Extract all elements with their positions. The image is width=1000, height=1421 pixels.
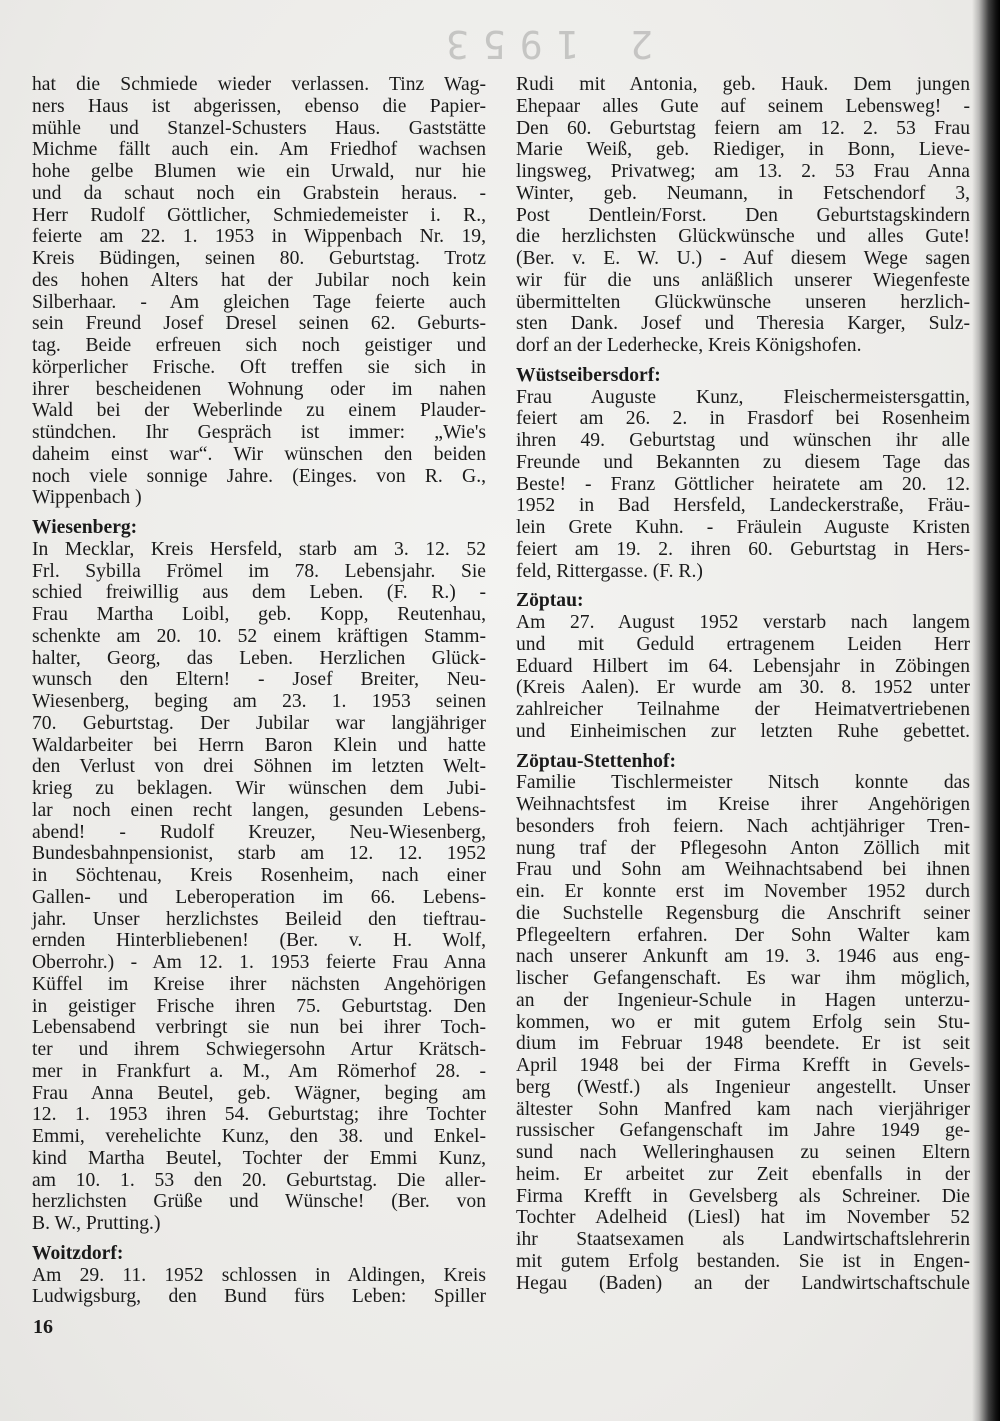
text-line: Am 29. 11. 1952 schlossen in Aldingen, Kreis xyxy=(32,1264,486,1286)
section-heading: Wüstseibersdorf: xyxy=(516,364,661,386)
text-line: mer in Frankfurt a. M., Am Römerhof 28. - xyxy=(32,1060,486,1082)
text-line: sund nach Welleringhausen zu seinen Eltern xyxy=(516,1142,970,1163)
text-line: und da schaut noch ein Grabstein heraus. - xyxy=(32,182,486,204)
text-line: Weihnachtsfest im Kreise ihrer Angehörigen xyxy=(516,794,970,815)
text-line: in Söchtenau, Kreis Rosenheim, nach einer xyxy=(32,865,486,886)
text-line: noch viele sonnige Jahre. (Einges. von R. G., xyxy=(32,465,486,487)
text-line: stündchen. Ihr Gespräch ist immer: „Wie's xyxy=(32,422,486,443)
text-line: am 10. 1. 53 den 20. Geburtstag. Die aller- xyxy=(32,1169,486,1191)
text-line: in geistiger Frische ihren 75. Geburtstag. Den xyxy=(32,995,486,1017)
text-line: ernden Hinterbliebenen! (Ber. v. H. Wolf, xyxy=(32,930,486,952)
text-line: Tochter Adelheid (Liesl) hat im November 52 xyxy=(516,1207,970,1229)
text-line: lischer Gefangenschaft. Es war ihm möglich, xyxy=(516,968,970,989)
text-line: Ludwigsburg, den Bund fürs Leben: Spiller xyxy=(32,1286,486,1308)
text-line: Marie Weiß, geb. Riediger, in Bonn, Lieve- xyxy=(516,139,970,161)
text-line: ihr Staatsexamen als Landwirtschaftslehrerin xyxy=(516,1229,970,1250)
text-line: an der Ingenieur-Schule in Hagen unterzu- xyxy=(516,989,970,1011)
text-line: feld, Rittergasse. (F. R.) xyxy=(516,560,703,582)
book-spine-shadow xyxy=(972,0,1000,1421)
text-line: Winter, geb. Neumann, in Fetschendorf 3, xyxy=(516,182,970,204)
text-line: und mit Geduld ertragenem Leiden Herr xyxy=(516,633,970,655)
text-line: kommen, wo er mit gutem Erfolg sein Stu- xyxy=(516,1011,970,1033)
text-line: 70. Geburtstag. Der Jubilar war langjähriger xyxy=(32,712,486,734)
text-line: lingsweg, Privatweg; am 13. 2. 53 Frau Anna xyxy=(516,161,970,182)
text-line: Silberhaar. - Am gleichen Tage feierte auch xyxy=(32,291,486,313)
text-line: Firma Krefft in Gevelsberg als Schreiner. Die xyxy=(516,1185,970,1207)
text-line: Wald bei der Weberlinde zu einem Plauder- xyxy=(32,400,486,422)
text-line: ein. Er konnte erst im November 1952 durch xyxy=(516,881,970,902)
text-line: mit gutem Erfolg bestanden. Sie ist in Engen- xyxy=(516,1250,970,1272)
text-line: ners Haus ist abgerissen, ebenso die Papier- xyxy=(32,95,486,117)
text-line: Familie Tischlermeister Nitsch konnte das xyxy=(516,772,970,794)
text-line: kind Martha Beutel, Tochter der Emmi Kunz, xyxy=(32,1147,486,1169)
text-line: den Verlust von drei Söhnen im letzten Welt- xyxy=(32,756,486,778)
text-line: schied freiwillig aus dem Leben. (F. R.) - xyxy=(32,582,486,604)
text-line: wir für die uns anläßlich unserer Wiegenfeste xyxy=(516,269,970,291)
text-line: 12. 1. 1953 ihren 54. Geburtstag; ihre Tochter xyxy=(32,1104,486,1126)
text-line: Ehepaar alles Gute auf seinem Lebensweg! - xyxy=(516,95,970,117)
text-line: Post Dentlein/Forst. Den Geburtstagskindern xyxy=(516,204,970,226)
page-number: 16 xyxy=(33,1316,53,1338)
text-line: daheim einst war“. Wir wünschen den beiden xyxy=(32,443,486,465)
text-line: Wiesenberg, beging am 23. 1. 1953 seinen xyxy=(32,691,486,712)
text-line: ihrer bescheidenen Wohnung oder im nahen xyxy=(32,378,486,400)
text-line: Herr Rudolf Göttlicher, Schmiedemeister i. R., xyxy=(32,204,486,226)
text-line: Den 60. Geburtstag feiern am 12. 2. 53 Frau xyxy=(516,117,970,139)
text-line: dium im Februar 1948 beendete. Er ist seit xyxy=(516,1033,970,1055)
text-line: und Einheimischen zur letzten Ruhe gebettet. xyxy=(516,720,970,742)
text-line: Frau und Sohn am Weihnachtsabend bei ihnen xyxy=(516,859,970,881)
section-heading: Zöptau: xyxy=(516,590,584,612)
text-line: 1952 in Bad Hersfeld, Landeckerstraße, Fräu- xyxy=(516,495,970,517)
text-line: Gallen- und Leberoperation im 66. Lebens- xyxy=(32,886,486,908)
text-line: nach unserer Ankunft am 19. 3. 1946 aus eng- xyxy=(516,946,970,968)
text-line: lar noch einen recht langen, gesunden Lebens- xyxy=(32,799,486,821)
text-line: lein Grete Kuhn. - Fräulein Auguste Kristen xyxy=(516,517,970,538)
text-line: ihren 49. Geburtstag und wünschen ihr alle xyxy=(516,430,970,451)
text-line: sten Dank. Josef und Theresia Karger, Sulz- xyxy=(516,313,970,335)
text-line: abend! - Rudolf Kreuzer, Neu-Wiesenberg, xyxy=(32,821,486,843)
text-line: Lebensabend verbringt sie nun bei ihrer Toch- xyxy=(32,1017,486,1039)
text-line: feiert am 26. 2. in Frasdorf bei Rosenheim xyxy=(516,408,970,430)
text-line: Emmi, verehelichte Kunz, den 38. und Enkel- xyxy=(32,1126,486,1147)
text-line: feierte am 22. 1. 1953 in Wippenbach Nr. 19, xyxy=(32,226,486,248)
text-line: (Kreis Aalen). Er wurde am 30. 8. 1952 unter xyxy=(516,677,970,699)
text-line: (Ber. v. E. W. U.) - Auf diesem Wege sagen xyxy=(516,248,970,269)
text-line: übermittelten Glückwünsche unseren herzlich- xyxy=(516,291,970,313)
text-line: Bundesbahnpensionist, starb am 12. 12. 1952 xyxy=(32,843,486,865)
text-line: Pflegeeltern erfahren. Der Sohn Walter kam xyxy=(516,924,970,946)
text-line: heim. Er arbeitet zur Zeit ebenfalls in der xyxy=(516,1163,970,1185)
text-line: Frau Anna Beutel, geb. Wägner, beging am xyxy=(32,1082,486,1104)
text-line: Am 27. August 1952 verstarb nach langem xyxy=(516,612,970,633)
text-line: wunsch den Eltern! - Josef Breiter, Neu- xyxy=(32,669,486,691)
text-line: die Suchstelle Regensburg die Anschrift seiner xyxy=(516,902,970,924)
text-line: zahlreicher Teilnahme der Heimatvertriebenen xyxy=(516,699,970,720)
text-line: Frau Auguste Kunz, Fleischermeistersgattin, xyxy=(516,386,970,408)
text-line: Frl. Sybilla Frömel im 78. Lebensjahr. Sie xyxy=(32,560,486,582)
text-line: Beste! - Franz Göttlicher heiratete am 20. 12. xyxy=(516,473,970,495)
text-line: Frau Martha Loibl, geb. Kopp, Reutenhau, xyxy=(32,604,486,625)
text-line: April 1948 bei der Firma Krefft in Gevels- xyxy=(516,1055,970,1076)
text-line: Eduard Hilbert im 64. Lebensjahr in Zöbingen xyxy=(516,655,970,677)
text-line: die herzlichsten Glückwünsche und alles Gute! xyxy=(516,226,970,248)
section-heading: Wiesenberg: xyxy=(32,517,138,538)
text-line: berg (Westf.) als Ingenieur angestellt. Unser xyxy=(516,1076,970,1098)
text-line: halter, Georg, das Leben. Herzlichen Glück- xyxy=(32,647,486,669)
text-line: feiert am 19. 2. ihren 60. Geburtstag in Hers- xyxy=(516,538,970,560)
text-line: besonders froh feiern. Nach achtjähriger Tren- xyxy=(516,815,970,837)
text-line: hat die Schmiede wieder verlassen. Tinz Wag- xyxy=(32,74,486,95)
section-heading: Woitzdorf: xyxy=(32,1242,124,1264)
text-line: Küffel im Kreise ihrer nächsten Angehörigen xyxy=(32,973,486,995)
text-line: Hegau (Baden) an der Landwirtschaftschule xyxy=(516,1272,970,1294)
text-line: mühle und Stanzel-Schusters Haus. Gaststätte xyxy=(32,117,486,139)
text-line: jahr. Unser herzlichstes Beileid den tieftrau- xyxy=(32,908,486,930)
text-line: Oberrohr.) - Am 12. 1. 1953 feierte Frau Anna xyxy=(32,952,486,973)
text-line: herzlichsten Grüße und Wünsche! (Ber. von xyxy=(32,1191,486,1213)
text-line: krieg zu beklagen. Wir wünschen dem Jubi- xyxy=(32,778,486,799)
text-line: Michme fällt auch ein. Am Friedhof wachsen xyxy=(32,139,486,161)
section-heading: Zöptau-Stettenhof: xyxy=(516,750,677,772)
pencil-stamp: 2 1953 xyxy=(432,22,654,66)
text-line: Freunde und Bekannten zu diesem Tage das xyxy=(516,451,970,473)
text-line: ältester Sohn Manfred kam nach vierjähriger xyxy=(516,1098,970,1120)
text-line: Kreis Büdingen, seinen 80. Geburtstag. Trotz xyxy=(32,248,486,269)
text-line: B. W., Prutting.) xyxy=(32,1213,161,1234)
text-line: Waldarbeiter bei Herrn Baron Klein und hatte xyxy=(32,734,486,756)
text-line: dorf an der Lederhecke, Kreis Königshofen. xyxy=(516,335,862,356)
text-line: ter und ihrem Schwiegersohn Artur Krätsch- xyxy=(32,1039,486,1060)
text-line: sein Freund Josef Dresel seinen 62. Geburts- xyxy=(32,313,486,335)
text-line: schenkte am 20. 10. 52 einem kräftigen Stamm- xyxy=(32,625,486,647)
text-line: tag. Beide erfreuen sich noch geistiger und xyxy=(32,335,486,356)
left-text-column xyxy=(32,74,486,1308)
right-text-column xyxy=(516,74,970,1294)
text-line: hohe gelbe Blumen wie ein Urwald, nur hie xyxy=(32,161,486,182)
text-line: des hohen Alters hat der Jubilar noch kein xyxy=(32,269,486,291)
text-line: körperlicher Frische. Oft treffen sie sich in xyxy=(32,356,486,378)
text-line: nung traf der Pflegesohn Anton Zöllich mit xyxy=(516,837,970,859)
text-line: russischer Gefangenschaft im Jahre 1949 ge- xyxy=(516,1120,970,1142)
text-line: Wippenbach ) xyxy=(32,487,142,509)
text-line: In Mecklar, Kreis Hersfeld, starb am 3. 12. 52 xyxy=(32,538,486,560)
text-line: Rudi mit Antonia, geb. Hauk. Dem jungen xyxy=(516,74,970,95)
